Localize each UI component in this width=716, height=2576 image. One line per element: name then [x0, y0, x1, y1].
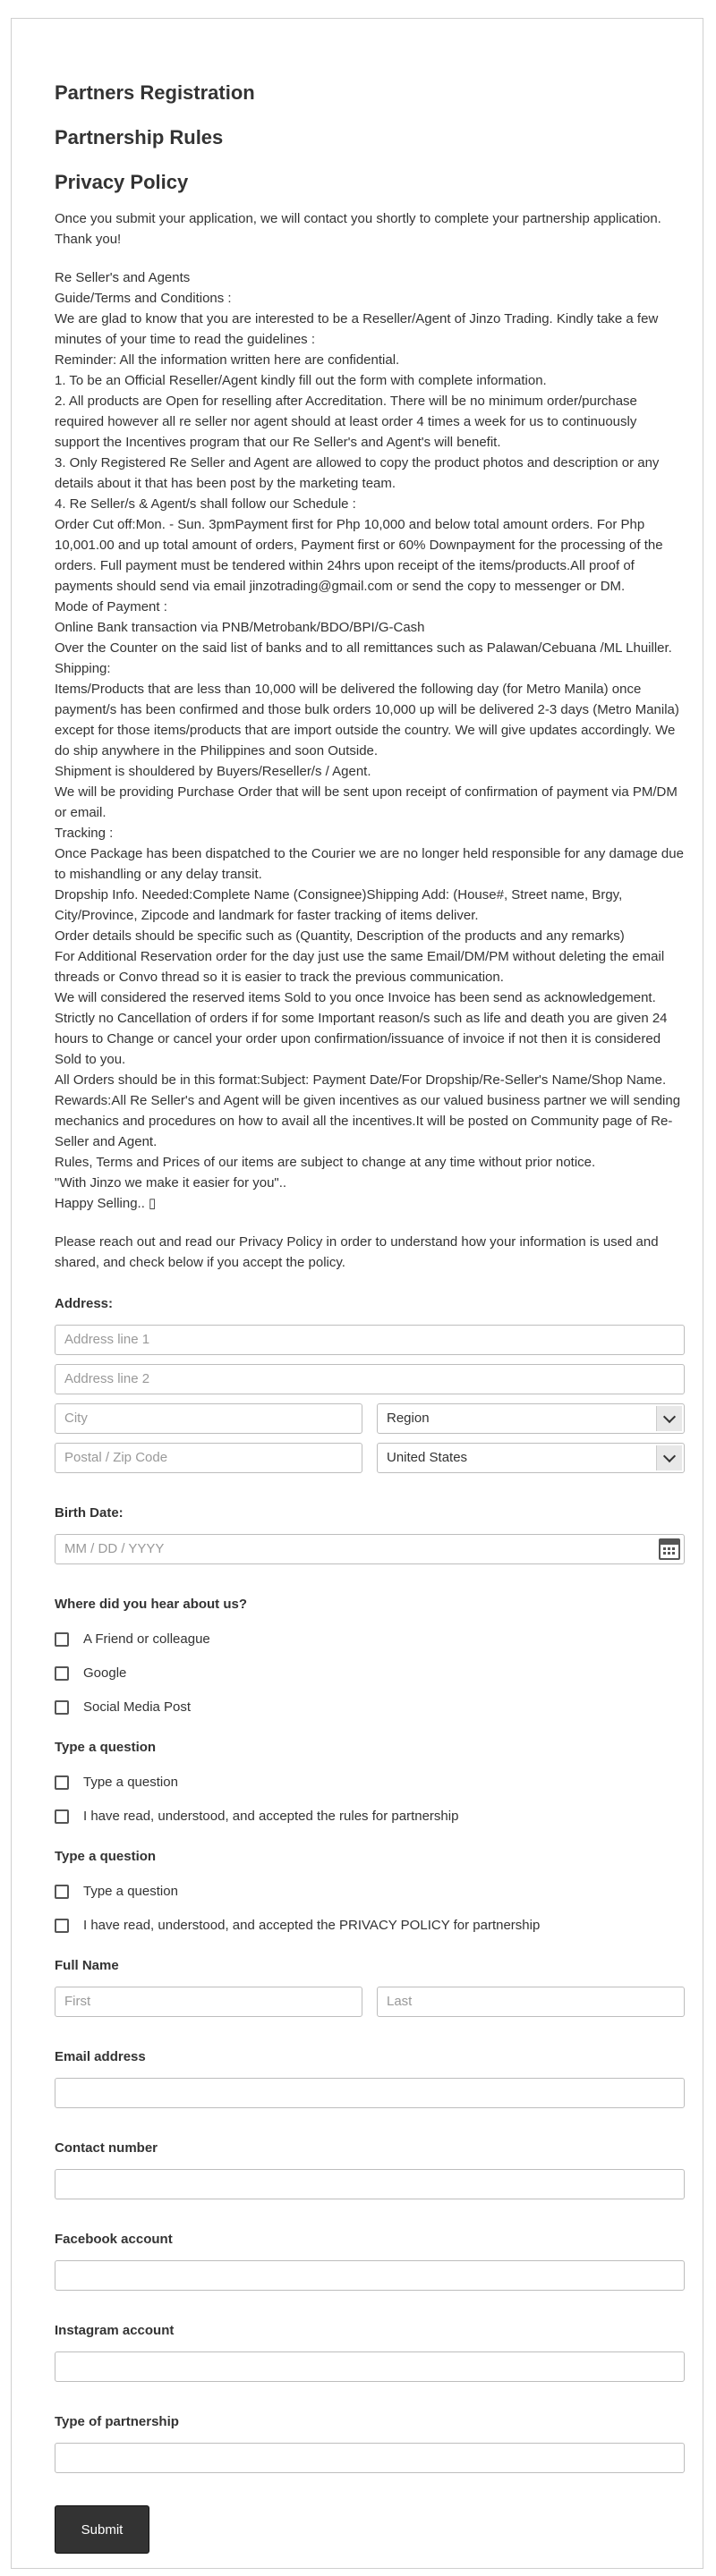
- checkbox-label: Type a question: [83, 1775, 178, 1790]
- form-container: [11, 18, 703, 2569]
- rules-line: Re Seller's and Agents: [55, 270, 191, 285]
- region-select[interactable]: [377, 1403, 685, 1434]
- rules-line: All Orders should be in this format:Subject: Payment Date/For Dropship/Re-Seller's Name/Shop Name.: [55, 1072, 667, 1088]
- birth-label: Birth Date:: [55, 1505, 124, 1521]
- contact-label: Contact number: [55, 2140, 158, 2156]
- rules-line: Strictly no Cancellation of orders if for some Important reason/s such as life and death you are given 24 hours to Change or cancel your order upon confirmation/issuance of invoice if not then it is considered Sold to you.: [55, 1011, 668, 1067]
- birth-section: [55, 1505, 685, 1564]
- address-label: Address:: [55, 1296, 114, 1311]
- question1-label: Type a question: [55, 1740, 157, 1755]
- checkbox-label: Social Media Post: [83, 1699, 192, 1715]
- rules-line: 3. Only Registered Re Seller and Agent are allowed to copy the product photos and description or any details about it that has been post by the marketing team.: [55, 455, 660, 491]
- rules-line: Mode of Payment :: [55, 599, 167, 614]
- email-section: [55, 2049, 685, 2108]
- rules-line: Order Cut off:Mon. - Sun. 3pmPayment first for Php 10,000 and below total amount orders. For Php 10,001.00 and up total amount of orders, Payment first or 60% Downpayment for the processing of the orders. Full payment must be tendered within 24hrs upon receipt of the items/products.All proof of payments should send via email jinzotrading@gmail.com or send the copy to messenger or DM.: [55, 517, 663, 594]
- rules-line: Shipment is shouldered by Buyers/Reseller/s / Agent.: [55, 764, 371, 779]
- intro-line: Once you submit your application, we will contact you shortly to complete your partnership application.: [55, 211, 661, 226]
- postal-input[interactable]: Postal / Zip Code: [55, 1443, 362, 1473]
- checkbox-option[interactable]: [55, 1631, 685, 1648]
- chevron-down-icon[interactable]: [656, 1445, 682, 1470]
- intro-text: [55, 208, 685, 250]
- rules-line: Once Package has been dispatched to the Courier we are no longer held responsible for any damage due to mishandling or any delay transit.: [55, 846, 684, 882]
- fullname-label: Full Name: [55, 1958, 119, 1973]
- checkbox-label: I have read, understood, and accepted the PRIVACY POLICY for partnership: [83, 1918, 541, 1933]
- checkbox-option[interactable]: [55, 1665, 685, 1682]
- checkbox[interactable]: [55, 1775, 69, 1790]
- checkbox[interactable]: [55, 1700, 69, 1715]
- email-label: Email address: [55, 2049, 146, 2064]
- checkbox[interactable]: [55, 1885, 69, 1899]
- rules-line: Tracking :: [55, 826, 114, 841]
- checkbox[interactable]: [55, 1632, 69, 1647]
- question2-label: Type a question: [55, 1849, 157, 1864]
- checkbox-label: I have read, understood, and accepted the rules for partnership: [83, 1809, 459, 1824]
- checkbox-option[interactable]: [55, 1808, 685, 1826]
- checkbox-label: Google: [83, 1665, 127, 1681]
- country-select[interactable]: [377, 1443, 685, 1473]
- birth-placeholder: MM / DD / YYYY: [64, 1541, 165, 1556]
- partnership-section: [55, 2414, 685, 2473]
- hear-section: [55, 1597, 685, 1716]
- email-input[interactable]: [55, 2078, 685, 2108]
- fullname-section: [55, 1958, 685, 2017]
- rules-line: Guide/Terms and Conditions :: [55, 291, 232, 306]
- page-title: Partners Registration: [55, 81, 255, 104]
- rules-line: "With Jinzo we make it easier for you"..: [55, 1175, 287, 1191]
- rules-line: Items/Products that are less than 10,000 will be delivered the following day (for Metro Manila) once payment/s has been confirmed and those bulk orders 10,000 up will be delivered 2-3 days (Metro Manila) except for those items/products that are import outside the country. We will give updates accordingly. We do ship anywhere in the Philippines and soon Outside.: [55, 682, 679, 758]
- checkbox-option[interactable]: [55, 1883, 685, 1901]
- facebook-label: Facebook account: [55, 2232, 173, 2247]
- city-input[interactable]: City: [55, 1403, 362, 1434]
- rules-line: Shipping:: [55, 661, 111, 676]
- calendar-icon[interactable]: [659, 1538, 680, 1560]
- checkbox[interactable]: [55, 1809, 69, 1824]
- rules-line: Rules, Terms and Prices of our items are subject to change at any time without prior notice.: [55, 1155, 596, 1170]
- partnership-input[interactable]: [55, 2443, 685, 2473]
- facebook-section: [55, 2232, 685, 2291]
- rules-text: [55, 267, 685, 1214]
- rules-line: For Additional Reservation order for the day just use the same Email/DM/PM without deleting the email threads or Convo thread so it is easier to track the previous communication.: [55, 949, 665, 985]
- form-content: [55, 80, 685, 2554]
- last-name-input[interactable]: Last: [377, 1987, 685, 2017]
- address-line2-input[interactable]: Address line 2: [55, 1364, 685, 1394]
- first-name-input[interactable]: First: [55, 1987, 362, 2017]
- privacy-note: Please reach out and read our Privacy Policy in order to understand how your information is used and shared, and check below if you accept the policy.: [55, 1234, 659, 1270]
- rules-line: We will be providing Purchase Order that will be sent upon receipt of confirmation of payment via PM/DM or email.: [55, 784, 678, 820]
- chevron-down-icon[interactable]: [656, 1406, 682, 1431]
- privacy-heading: Privacy Policy: [55, 171, 189, 193]
- partnership-label: Type of partnership: [55, 2414, 179, 2429]
- instagram-input[interactable]: [55, 2351, 685, 2382]
- checkbox[interactable]: [55, 1666, 69, 1681]
- rules-line: Order details should be specific such as (Quantity, Description of the products and any remarks): [55, 928, 625, 944]
- country-value: United States: [387, 1450, 468, 1465]
- submit-button[interactable]: Submit: [55, 2505, 149, 2554]
- question2-section: [55, 1849, 685, 1935]
- question1-section: [55, 1740, 685, 1826]
- facebook-input[interactable]: [55, 2260, 685, 2291]
- region-value: Region: [387, 1411, 430, 1426]
- intro-line: Thank you!: [55, 232, 122, 247]
- rules-line: 4. Re Seller/s & Agent/s shall follow our Schedule :: [55, 496, 356, 512]
- checkbox-option[interactable]: [55, 1917, 685, 1935]
- rules-line: Over the Counter on the said list of banks and to all remittances such as Palawan/Cebuana /ML Lhuiller.: [55, 640, 672, 656]
- rules-line: We are glad to know that you are interested to be a Reseller/Agent of Jinzo Trading. Kindly take a few minutes of your time to read the guidelines :: [55, 311, 659, 347]
- rules-line: 2. All products are Open for reselling after Accreditation. There will be no minimum order/purchase required however all re seller nor agent should at least order 4 times a week for us to continuously support the Incentives program that our Re Seller's and Agent's will benefit.: [55, 394, 637, 450]
- checkbox-label: Type a question: [83, 1884, 178, 1899]
- rules-line: Dropship Info. Needed:Complete Name (Consignee)Shipping Add: (House#, Street name, Brgy, City/Province, Zipcode and landmark for faster tracking of items deliver.: [55, 887, 623, 923]
- rules-line: 1. To be an Official Reseller/Agent kindly fill out the form with complete information.: [55, 373, 547, 388]
- rules-line: Online Bank transaction via PNB/Metrobank/BDO/BPI/G-Cash: [55, 620, 425, 635]
- rules-line: Happy Selling.. ▯: [55, 1196, 157, 1211]
- checkbox-option[interactable]: [55, 1699, 685, 1716]
- address-section: [55, 1296, 685, 1473]
- rules-line: Reminder: All the information written here are confidential.: [55, 352, 400, 368]
- contact-input[interactable]: [55, 2169, 685, 2199]
- contact-section: [55, 2140, 685, 2199]
- instagram-label: Instagram account: [55, 2323, 175, 2338]
- hear-label: Where did you hear about us?: [55, 1597, 248, 1612]
- rules-line: Rewards:All Re Seller's and Agent will be given incentives as our valued business partner we will sending mechanics and procedures on how to avail all the incentives.It will be posted on Community page of Re- Seller and Agent.: [55, 1093, 681, 1149]
- rules-heading: Partnership Rules: [55, 126, 224, 148]
- checkbox-option[interactable]: [55, 1774, 685, 1792]
- checkbox-label: A Friend or colleague: [83, 1631, 210, 1647]
- checkbox[interactable]: [55, 1919, 69, 1933]
- birth-date-input[interactable]: [55, 1534, 685, 1564]
- rules-line: We will considered the reserved items Sold to you once Invoice has been send as acknowledgement.: [55, 990, 656, 1005]
- address-line1-input[interactable]: Address line 1: [55, 1325, 685, 1355]
- instagram-section: [55, 2323, 685, 2382]
